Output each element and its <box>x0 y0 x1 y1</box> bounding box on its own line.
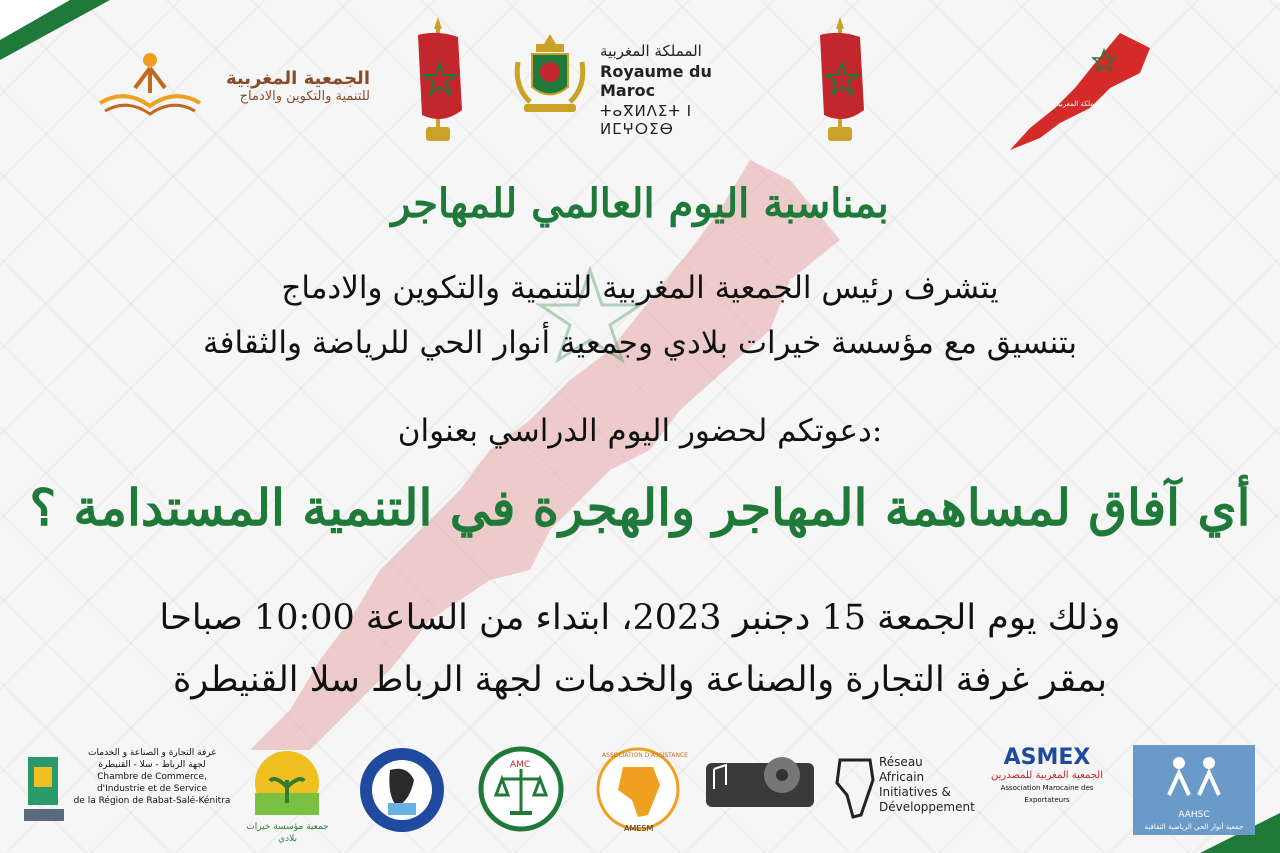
map-logo-label: المملكة المغربية <box>1055 100 1103 108</box>
raid-line-1: Réseau <box>879 755 923 769</box>
justice-scale-icon <box>472 745 570 835</box>
chamber-ar-1: غرفة التجارة و الصناعة و الخدمات <box>88 748 216 758</box>
morocco-map-logo-icon <box>1000 28 1155 153</box>
asmex-label: ASMEX <box>1003 745 1091 770</box>
raid-logo <box>835 745 975 835</box>
khayrat-label: جمعية مؤسسة خيرات بلادي <box>246 822 329 844</box>
africa-map-icon <box>588 745 688 835</box>
invitation-line-1: يتشرف رئيس الجمعية المغربية للتنمية والتكوين والادماج <box>281 270 999 306</box>
raid-line-2: Africain <box>879 770 925 784</box>
morocco-flag-icon <box>810 15 870 145</box>
event-location: بمقر غرفة التجارة والصناعة والخدمات لجهة الرباط سلا القنيطرة <box>172 660 1108 700</box>
morocco-flag-icon <box>408 15 468 145</box>
film-music-logo <box>702 745 817 835</box>
book-person-logo <box>95 48 205 118</box>
kingdom-arabic: المملكة المغربية <box>600 42 702 60</box>
chamber-fr-1: Chambre de Commerce, d'Industrie et de Service <box>96 772 208 794</box>
kingdom-french: Royaume du Maroc <box>600 62 712 100</box>
amesm-label: AMESM <box>624 824 654 833</box>
film-reel-icon <box>702 745 817 825</box>
raid-line-4: Développement <box>879 800 975 814</box>
asmex-arabic: الجمعية المغربية للمصدرين <box>990 770 1104 781</box>
chamber-ar-2: لجهة الرباط - سلا - القنيطرة <box>98 760 206 770</box>
sponsor-logos <box>0 745 1280 845</box>
people-icon <box>1133 745 1255 805</box>
sun-plant-icon <box>240 745 335 817</box>
invitation-line-2: بتنسيق مع مؤسسة خيرات بلادي وجمعية أنوار الحي للرياضة والثقافة <box>203 325 1077 361</box>
anwar-label: AAHSC <box>1178 810 1210 820</box>
asmex-french: Association Marocaine des Exportateurs <box>1000 784 1094 804</box>
assistance-label: ASSOCIATION D'ASSISTANCE <box>602 752 688 759</box>
study-day-title: أي آفاق لمساهمة المهاجر والهجرة في التنمية المستدامة ؟ <box>29 478 1251 537</box>
anwar-arabic: جمعية أنوار الحي الرياضية الثقافية <box>1144 823 1244 831</box>
royal-emblem-icon <box>510 32 590 117</box>
amc-label: AMC <box>510 760 531 770</box>
globe-union-icon <box>352 745 452 835</box>
anwar-alhay-logo <box>1133 745 1255 835</box>
association-name-line2: للتنمية والتكوين والادماج <box>239 89 370 104</box>
kingdom-label <box>600 42 770 138</box>
chamber-commerce-logo <box>22 745 232 835</box>
amesm-logo <box>588 745 688 835</box>
kingdom-tifinagh: ⵜⴰⴳⵍⴷⵉⵜ ⵏ ⵍⵎⵖⵔⵉⴱ <box>600 102 693 138</box>
amc-logo <box>472 745 570 835</box>
association-name-line1: الجمعية المغربية <box>225 68 370 89</box>
chamber-emblem-icon <box>22 753 66 827</box>
union-logo <box>352 745 452 835</box>
association-name <box>210 68 370 104</box>
event-date-time: وذلك يوم الجمعة 15 دجنبر 2023، ابتداء من الساعة 10:00 صباحا <box>159 598 1121 638</box>
invitation-line-3: دعوتكم لحضور اليوم الدراسي بعنوان: <box>397 413 883 449</box>
raid-line-3: Initiatives & <box>879 785 951 799</box>
africa-outline-icon <box>835 755 875 825</box>
chamber-fr-2: de la Région de Rabat-Salé-Kénitra <box>73 796 231 806</box>
asmex-logo <box>982 745 1112 835</box>
page-title: بمناسبة اليوم العالمي للمهاجر <box>391 180 889 227</box>
header <box>0 0 1280 160</box>
khayrat-biladi-logo <box>240 745 335 844</box>
